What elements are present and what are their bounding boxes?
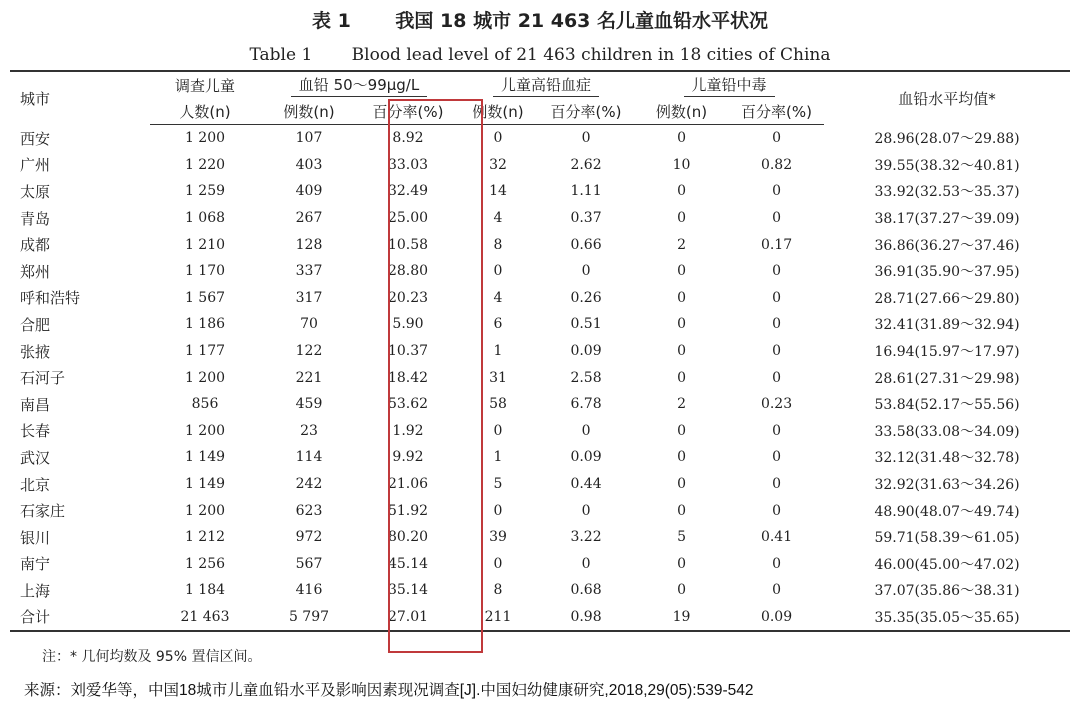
cell-high-percent: 0.37	[570, 210, 602, 227]
table-row	[10, 285, 1070, 312]
cell-high-percent: 1.11	[570, 183, 602, 200]
cell-city: 上海	[20, 581, 51, 600]
cell-lead-percent: 18.42	[387, 369, 429, 386]
table-row	[10, 551, 1070, 578]
table-row	[10, 364, 1070, 391]
blood-lead-table	[10, 70, 1070, 632]
table-body	[10, 125, 1070, 632]
table-row	[10, 258, 1070, 285]
table-row	[10, 125, 1070, 152]
cell-poison-cases: 0	[677, 555, 686, 572]
cell-lead-percent: 32.49	[387, 183, 429, 200]
cell-surveyed: 856	[191, 396, 219, 413]
cell-poison-percent: 0	[772, 582, 781, 599]
table-title-en: Table 1 Blood lead level of 21 463 children in 18 cities of China	[249, 45, 831, 65]
cell-city: 郑州	[20, 262, 51, 281]
cell-lead-percent: 1.92	[392, 422, 424, 439]
cell-lead-percent: 5.90	[392, 316, 424, 333]
cell-poison-percent: 0	[772, 289, 781, 306]
cell-lead-percent: 33.03	[387, 156, 429, 173]
cell-poison-cases: 0	[677, 183, 686, 200]
cell-high-percent: 2.58	[570, 369, 602, 386]
cell-high-percent: 0.68	[570, 582, 602, 599]
cell-city: 南宁	[20, 555, 51, 574]
cell-lead-percent: 45.14	[387, 555, 429, 572]
cell-surveyed: 1 200	[184, 502, 226, 519]
cell-high-cases: 14	[489, 183, 507, 200]
cell-city: 合计	[10, 604, 150, 632]
cell-high-percent: 3.22	[570, 529, 602, 546]
table-row	[10, 497, 1070, 524]
cell-poison-cases: 0	[677, 582, 686, 599]
cell-poison-percent: 0	[772, 476, 781, 493]
cell-lead-percent: 51.92	[387, 502, 429, 519]
header-group-poison-label: 儿童铅中毒	[684, 74, 775, 97]
cell-mean: 36.91(35.90～37.95)	[874, 264, 1020, 281]
table-row	[10, 577, 1070, 604]
cell-mean: 33.92(32.53～35.37)	[874, 184, 1020, 201]
cell-poison-percent: 0	[772, 555, 781, 572]
cell-city: 武汉	[20, 448, 51, 467]
cell-city: 呼和浩特	[20, 289, 81, 308]
cell-mean: 37.07(35.86～38.31)	[874, 583, 1020, 600]
cell-lead-cases: 317	[295, 289, 323, 306]
cell-surveyed: 1 259	[184, 183, 226, 200]
cell-city: 青岛	[20, 209, 51, 228]
cell-lead-percent: 8.92	[392, 130, 424, 147]
cell-surveyed: 1 200	[184, 130, 226, 147]
cell-lead-cases: 114	[295, 449, 323, 466]
header-lead-cases: 例数(n)	[260, 98, 358, 125]
cell-city: 西安	[20, 129, 51, 148]
cell-mean: 16.94(15.97～17.97)	[874, 344, 1020, 361]
cell-lead-cases: 623	[295, 502, 323, 519]
cell-lead-percent: 21.06	[387, 476, 429, 493]
cell-surveyed: 1 210	[184, 236, 226, 253]
cell-city: 银川	[20, 528, 51, 547]
cell-mean: 28.71(27.66～29.80)	[874, 290, 1020, 307]
cell-poison-percent: 0	[772, 369, 781, 386]
cell-mean: 32.12(31.48～32.78)	[874, 450, 1020, 467]
table-row	[10, 418, 1070, 445]
cell-lead-percent: 53.62	[387, 396, 429, 413]
table-row	[10, 152, 1070, 179]
table-row	[10, 524, 1070, 551]
cell-mean: 38.17(37.27～39.09)	[874, 211, 1020, 228]
cell-poison-cases: 10	[672, 156, 691, 173]
cell-lead-percent: 20.23	[387, 289, 429, 306]
cell-high-cases: 0	[493, 422, 503, 439]
cell-lead-cases: 5 797	[260, 604, 358, 632]
cell-poison-cases: 0	[677, 476, 686, 493]
cell-lead-cases: 337	[295, 263, 323, 280]
cell-high-cases: 4	[493, 289, 503, 306]
cell-lead-percent: 27.01	[358, 604, 458, 632]
cell-surveyed: 1 200	[184, 422, 226, 439]
cell-lead-cases: 409	[295, 183, 323, 200]
cell-surveyed: 1 200	[184, 369, 226, 386]
cell-mean: 32.92(31.63～34.26)	[874, 477, 1020, 494]
cell-lead-percent: 35.14	[387, 582, 429, 599]
cell-poison-cases: 19	[634, 604, 729, 632]
cell-city: 张掖	[20, 342, 51, 361]
cell-poison-percent: 0	[772, 343, 781, 360]
cell-surveyed: 1 149	[184, 476, 226, 493]
table-note: 注：* 几何均数及 95% 置信区间。	[42, 649, 262, 665]
percent-column-highlight	[388, 99, 483, 653]
cell-high-percent: 0	[581, 422, 591, 439]
cell-poison-percent: 0.17	[760, 236, 793, 253]
cell-poison-percent: 0.23	[760, 396, 793, 413]
cell-city: 广州	[20, 156, 51, 175]
cell-high-percent: 0.26	[570, 289, 602, 306]
cell-poison-cases: 0	[677, 263, 686, 280]
cell-high-cases: 32	[489, 156, 507, 173]
cell-poison-cases: 2	[677, 396, 686, 413]
cell-high-cases: 8	[493, 582, 503, 599]
cell-lead-percent: 10.58	[387, 236, 429, 253]
header-group-lead-label: 血铅 50～99μg/L	[291, 74, 427, 97]
cell-lead-percent: 28.80	[387, 263, 429, 280]
cell-surveyed: 1 149	[184, 449, 226, 466]
cell-mean: 39.55(38.32～40.81)	[874, 157, 1020, 174]
cell-surveyed: 1 177	[184, 343, 226, 360]
table-row	[10, 391, 1070, 418]
cell-lead-cases: 403	[295, 156, 323, 173]
cell-poison-percent: 0	[772, 502, 781, 519]
cell-city: 石家庄	[20, 502, 66, 521]
cell-city: 合肥	[20, 315, 51, 334]
header-group-poison	[634, 71, 824, 98]
cell-mean: 59.71(58.39～61.05)	[874, 530, 1020, 547]
cell-poison-cases: 0	[677, 343, 686, 360]
cell-city: 南昌	[20, 395, 51, 414]
cell-high-percent: 0.66	[570, 236, 602, 253]
header-group-high	[458, 71, 634, 98]
cell-poison-percent: 0.82	[760, 156, 793, 173]
header-high-cases: 例数(n)	[458, 98, 538, 125]
cell-surveyed: 1 170	[184, 263, 226, 280]
cell-surveyed: 21 463	[150, 604, 260, 632]
header-surveyed-bottom: 人数(n)	[150, 98, 260, 125]
cell-surveyed: 1 256	[184, 555, 226, 572]
cell-high-percent: 0.44	[570, 476, 602, 493]
cell-surveyed: 1 212	[184, 529, 226, 546]
cell-city: 长春	[20, 422, 51, 441]
header-poison-percent: 百分率(%)	[729, 98, 824, 125]
cell-lead-percent: 25.00	[387, 210, 429, 227]
cell-high-cases: 8	[493, 236, 503, 253]
cell-high-cases: 58	[489, 396, 507, 413]
table-row	[10, 178, 1070, 205]
cell-mean: 53.84(52.17～55.56)	[874, 397, 1020, 414]
cell-lead-cases: 122	[295, 343, 323, 360]
cell-city: 成都	[20, 236, 51, 255]
cell-poison-cases: 0	[677, 422, 686, 439]
cell-poison-cases: 0	[677, 289, 686, 306]
table-row	[10, 231, 1070, 258]
cell-high-percent: 0	[581, 502, 591, 519]
table-row	[10, 205, 1070, 232]
cell-lead-percent: 80.20	[387, 529, 429, 546]
cell-lead-percent: 9.92	[392, 449, 424, 466]
cell-high-percent: 2.62	[570, 156, 602, 173]
cell-high-percent: 0	[581, 130, 591, 147]
source-citation: 来源：刘爱华等，中国18城市儿童血铅水平及影响因素现况调查[J].中国妇幼健康研究,2018,29(05):539-542	[24, 682, 754, 699]
cell-high-cases: 0	[493, 263, 503, 280]
cell-lead-cases: 70	[300, 316, 318, 333]
cell-lead-cases: 242	[295, 476, 323, 493]
cell-high-cases: 211	[458, 604, 538, 632]
cell-lead-cases: 972	[295, 529, 323, 546]
header-high-percent: 百分率(%)	[538, 98, 634, 125]
cell-mean: 33.58(33.08～34.09)	[874, 423, 1020, 440]
cell-surveyed: 1 068	[184, 210, 226, 227]
cell-poison-percent: 0	[772, 422, 781, 439]
cell-surveyed: 1 567	[184, 289, 226, 306]
cell-surveyed: 1 186	[184, 316, 226, 333]
cell-poison-percent: 0.09	[729, 604, 824, 632]
header-surveyed-top: 调查儿童	[150, 71, 260, 98]
cell-high-cases: 4	[493, 210, 503, 227]
cell-high-percent: 0.09	[570, 343, 602, 360]
cell-high-cases: 5	[493, 476, 503, 493]
cell-city: 石河子	[20, 369, 66, 388]
cell-poison-cases: 2	[677, 236, 686, 253]
cell-surveyed: 1 220	[184, 156, 226, 173]
cell-lead-cases: 128	[295, 236, 323, 253]
cell-lead-cases: 567	[295, 555, 323, 572]
cell-poison-percent: 0	[772, 130, 781, 147]
cell-poison-cases: 0	[677, 210, 686, 227]
table-row	[10, 444, 1070, 471]
cell-high-cases: 0	[493, 555, 503, 572]
cell-high-cases: 31	[489, 369, 507, 386]
cell-city: 太原	[20, 182, 51, 201]
cell-lead-cases: 416	[295, 582, 323, 599]
cell-high-percent: 0	[581, 555, 591, 572]
cell-poison-percent: 0	[772, 316, 781, 333]
cell-poison-percent: 0	[772, 449, 781, 466]
cell-poison-cases: 0	[677, 316, 686, 333]
cell-mean: 32.41(31.89～32.94)	[874, 317, 1020, 334]
cell-mean: 36.86(36.27～37.46)	[874, 237, 1020, 254]
cell-high-percent: 0.09	[570, 449, 602, 466]
cell-poison-percent: 0.41	[760, 529, 793, 546]
cell-poison-percent: 0	[772, 183, 781, 200]
cell-high-percent: 0	[581, 263, 591, 280]
table-row	[10, 604, 1070, 632]
cell-poison-percent: 0	[772, 263, 781, 280]
cell-mean: 48.90(48.07～49.74)	[874, 503, 1020, 520]
cell-lead-cases: 107	[295, 130, 323, 147]
cell-high-cases: 1	[493, 343, 503, 360]
cell-high-percent: 6.78	[570, 396, 602, 413]
header-poison-cases: 例数(n)	[634, 98, 729, 125]
cell-high-cases: 39	[489, 529, 507, 546]
table-title-cn: 表 1 我国 18 城市 21 463 名儿童血铅水平状况	[311, 10, 769, 32]
cell-high-percent: 0.98	[538, 604, 634, 632]
cell-mean: 46.00(45.00～47.02)	[874, 556, 1020, 573]
cell-mean: 28.61(27.31～29.98)	[874, 370, 1020, 387]
table-row	[10, 471, 1070, 498]
cell-poison-cases: 5	[677, 529, 686, 546]
header-mean: 血铅水平均值*	[824, 71, 1070, 125]
cell-mean: 35.35(35.05～35.65)	[824, 604, 1070, 632]
cell-high-cases: 1	[493, 449, 503, 466]
header-lead-percent: 百分率(%)	[358, 98, 458, 125]
cell-poison-cases: 0	[677, 502, 686, 519]
cell-lead-cases: 459	[295, 396, 323, 413]
cell-lead-cases: 221	[295, 369, 323, 386]
cell-high-cases: 0	[493, 502, 503, 519]
cell-high-cases: 0	[493, 130, 503, 147]
header-city: 城市	[10, 71, 150, 125]
cell-lead-percent: 10.37	[387, 343, 429, 360]
table-row	[10, 338, 1070, 365]
cell-city: 北京	[20, 475, 51, 494]
cell-poison-cases: 0	[677, 449, 686, 466]
cell-high-cases: 6	[493, 316, 503, 333]
table-row	[10, 311, 1070, 338]
cell-high-percent: 0.51	[570, 316, 602, 333]
header-group-high-label: 儿童高铅血症	[493, 74, 599, 97]
cell-surveyed: 1 184	[184, 582, 226, 599]
cell-lead-cases: 267	[295, 210, 323, 227]
cell-poison-cases: 0	[677, 130, 686, 147]
header-group-lead	[260, 71, 458, 98]
cell-poison-percent: 0	[772, 210, 781, 227]
cell-lead-cases: 23	[300, 422, 318, 439]
cell-mean: 28.96(28.07～29.88)	[874, 131, 1020, 148]
cell-poison-cases: 0	[677, 369, 686, 386]
